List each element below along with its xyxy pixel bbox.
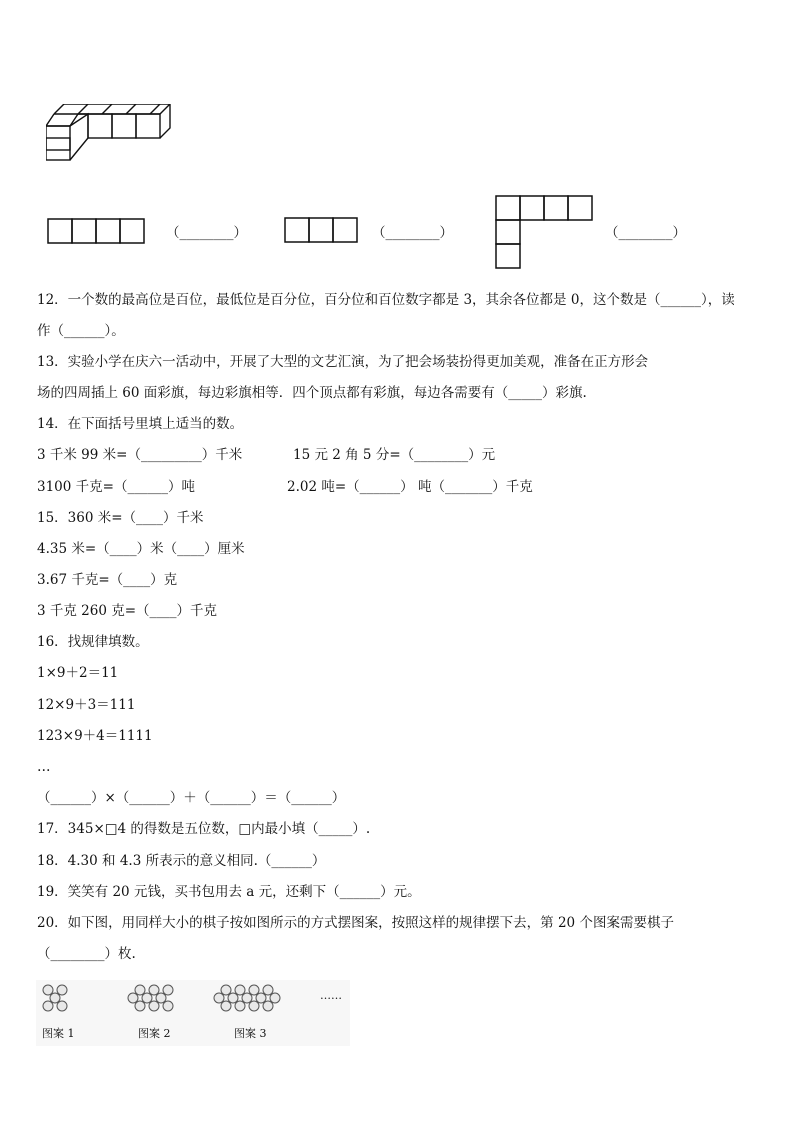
view-three-squares bbox=[284, 217, 360, 243]
q13-line1: 13．实验小学在庆六一活动中，开展了大型的文艺汇演，为了把会场装扮得更加美观，准备在正方形会 bbox=[37, 354, 649, 370]
q20-line2: （________）枚. bbox=[37, 946, 136, 962]
piece bbox=[142, 993, 152, 1003]
piece bbox=[149, 1001, 159, 1011]
q14-title: 14．在下面括号里填上适当的数。 bbox=[37, 416, 244, 432]
chess-pattern-figure bbox=[36, 980, 350, 1046]
piece bbox=[156, 993, 166, 1003]
piece bbox=[163, 1001, 173, 1011]
view-l-shape bbox=[495, 195, 595, 271]
piece bbox=[263, 985, 273, 995]
q16-eq1: 1×9＋2＝11 bbox=[37, 665, 119, 681]
blank-view-2[interactable]: （________） bbox=[372, 225, 453, 241]
q20-line1: 20．如下图，用同样大小的棋子按如图所示的方式摆图案，按照这样的规律摆下去，第 20 个图案需要棋子 bbox=[37, 915, 674, 931]
q14-a: 3 千米 99 米=（_________）千米 bbox=[37, 447, 243, 463]
q15-d: 3 千克 260 克=（____）千克 bbox=[37, 603, 218, 619]
piece bbox=[50, 993, 60, 1003]
q15-c: 3.67 千克=（____）克 bbox=[37, 572, 178, 588]
q18: 18．4.30 和 4.3 所表示的意义相同.（______） bbox=[37, 853, 326, 869]
q16-blank: （______）×（______）＋（______）＝（______） bbox=[37, 790, 346, 806]
piece bbox=[57, 1001, 67, 1011]
piece bbox=[43, 985, 53, 995]
q16-eq2: 12×9＋3＝111 bbox=[37, 697, 136, 713]
q19: 19．笑笑有 20 元钱，买书包用去 a 元，还剩下（______）元。 bbox=[37, 884, 421, 900]
q14-d: 2.02 吨=（______） 吨（_______）千克 bbox=[287, 479, 533, 495]
piece bbox=[249, 985, 259, 995]
q12-line2: 作（______）。 bbox=[37, 323, 125, 339]
pattern-label-1: 图案 1 bbox=[42, 1027, 75, 1040]
q13-line2: 场的四周插上 60 面彩旗，每边彩旗相等．四个顶点都有彩旗，每边各需要有（_____）彩旗. bbox=[37, 385, 587, 401]
q12-line1: 12．一个数的最高位是百位，最低位是百分位，百分位和百位数字都是 3，其余各位都是 0，这个数是（______），读 bbox=[37, 292, 735, 308]
q15-b: 4.35 米=（____）米（____）厘米 bbox=[37, 541, 245, 557]
piece bbox=[228, 993, 238, 1003]
piece bbox=[149, 985, 159, 995]
piece bbox=[57, 985, 67, 995]
piece bbox=[214, 993, 224, 1003]
q14-b: 15 元 2 角 5 分=（________）元 bbox=[293, 447, 496, 463]
view-four-squares bbox=[47, 218, 147, 244]
piece bbox=[263, 1001, 273, 1011]
piece bbox=[256, 993, 266, 1003]
piece bbox=[249, 1001, 259, 1011]
piece bbox=[43, 1001, 53, 1011]
piece bbox=[270, 993, 280, 1003]
piece bbox=[235, 985, 245, 995]
q17: 17．345×□4 的得数是五位数，□内最小填（_____）. bbox=[37, 821, 371, 837]
pattern-dots: …… bbox=[320, 989, 342, 1002]
piece bbox=[242, 993, 252, 1003]
piece bbox=[221, 1001, 231, 1011]
piece bbox=[135, 985, 145, 995]
piece bbox=[235, 1001, 245, 1011]
blank-view-3[interactable]: （________） bbox=[605, 225, 686, 241]
piece bbox=[221, 985, 231, 995]
q16-eq3: 123×9＋4＝1111 bbox=[37, 728, 153, 744]
q14-c: 3100 千克=（______）吨 bbox=[37, 479, 195, 495]
pattern-label-2: 图案 2 bbox=[138, 1027, 171, 1040]
piece bbox=[135, 1001, 145, 1011]
cube-3d-figure bbox=[46, 104, 176, 164]
q16-dots: … bbox=[37, 759, 51, 775]
piece bbox=[128, 993, 138, 1003]
piece bbox=[163, 985, 173, 995]
q16-title: 16．找规律填数。 bbox=[37, 634, 149, 650]
q15-a: 15．360 米=（____）千米 bbox=[37, 510, 204, 526]
blank-view-1[interactable]: （________） bbox=[166, 225, 247, 241]
pattern-label-3: 图案 3 bbox=[234, 1027, 267, 1040]
